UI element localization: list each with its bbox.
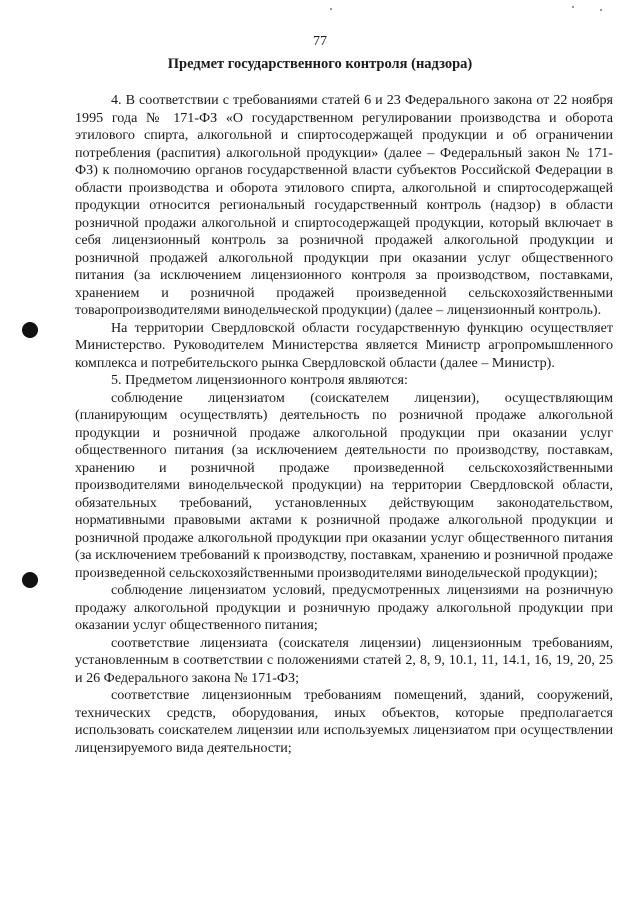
scan-speck xyxy=(600,9,602,11)
paragraph: соблюдение лицензиатом условий, предусмотренных лицензиями на розничную продажу алкогольной продукции и розничную продажу алкогольной продукции при оказании услуг общественного питания; xyxy=(75,582,613,633)
scan-speck xyxy=(330,8,332,10)
punch-hole-bottom xyxy=(22,572,38,588)
paragraph: На территории Свердловской области государственную функцию осуществляет Министерство. Руководителем Министерства является Министр агропромышленного комплекса и потребительского рынка Свердловской области (далее – Министр). xyxy=(75,319,613,371)
punch-hole-top xyxy=(22,322,38,338)
paragraph: соблюдение лицензиатом (соискателем лицензии), осуществляющим (планирующим осуществлять) деятельность по розничной продаже алкогольной продукции и розничной продаже алкогольной продукции при оказании услуг общественного питания (за исключением деятельности по производству, поставкам, хранению и розничной продаже произведенной сельскохозяйственными производителями винодельческой продукции) на территории Свердловской области, обязательных требований, установленных действующим законодательством, нормативными правовыми актами к розничной продаже алкогольной продукции и розничной продаже алкогольной продукции при оказании услуг общественного питания (за исключением требований к производству, поставкам, хранению и розничной продаже произведенной сельскохозяйственными производителями винодельческой продукции); xyxy=(75,389,613,581)
scan-speck xyxy=(572,6,574,8)
page-number: 77 xyxy=(313,34,327,49)
paragraph: 4. В соответствии с требованиями статей 6 и 23 Федерального закона от 22 ноября 1995 года № 171-ФЗ «О государственном регулировании производства и оборота этилового спирта, алкогольной и спиртосодержащей продукции и об ограничении потребления (распития) алкогольной продукции» (далее – Федеральный закон № 171-ФЗ) к полномочию органов государственной власти субъектов Российской Федерации в области производства и оборота этилового спирта, алкогольной и спиртосодержащей продукции относится региональный государственный контроль (надзор) в области розничной продажи алкогольной и спиртосодержащей продукции, который включает в себя лицензионный контроль за розничной продажей алкогольной продукции и розничной продажей алкогольной продукции при оказании услуг общественного питания (за исключением лицензионного контроля за производством, поставками, хранением и розничной продажей произведенной сельскохозяйственными товаропроизводителями винодельческой продукции) (далее – лицензионный контроль). xyxy=(75,92,613,318)
paragraph: 5. Предметом лицензионного контроля являются: xyxy=(111,372,408,388)
paragraph: соответствие лицензионным требованиям помещений, зданий, сооружений, технических средств, оборудования, иных объектов, которые предполагается использовать соискателем лицензии или используемых лицензиатом при осуществлении лицензируемого вида деятельности; xyxy=(75,687,613,756)
paragraph: соответствие лицензиата (соискателя лицензии) лицензионным требованиям, установленным в соответствии с положениями статей 2, 8, 9, 10.1, 11, 14.1, 16, 19, 20, 25 и 26 Федерального закона № 171-ФЗ; xyxy=(75,634,613,686)
section-title: Предмет государственного контроля (надзора) xyxy=(167,56,473,72)
document-body xyxy=(75,92,613,757)
